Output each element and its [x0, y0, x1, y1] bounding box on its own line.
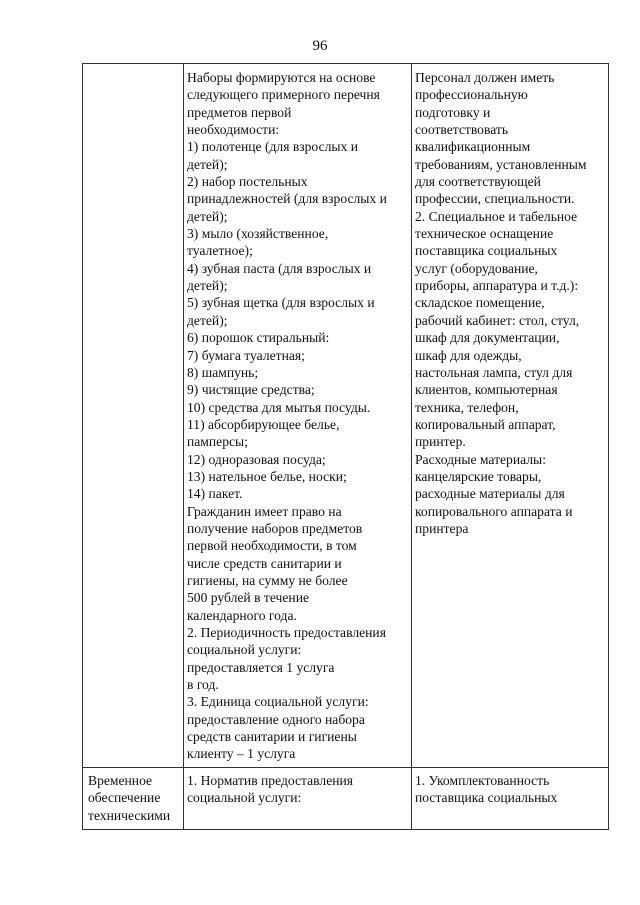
text-line: настольная лампа, стул для: [415, 364, 573, 380]
text-line: соответствовать: [415, 122, 509, 138]
column-divider: [411, 64, 412, 829]
text-line: 4) зубная паста (для взрослых и: [187, 260, 372, 276]
text-line: 14) пакет.: [187, 486, 243, 502]
row-2-conditions-cell: [415, 772, 607, 807]
text-line: числе средств санитарии и: [187, 555, 342, 571]
text-line: социальной услуги:: [187, 790, 302, 806]
text-line: детей);: [187, 156, 228, 172]
text-line: принтера: [415, 520, 469, 536]
text-line: 1) полотенце (для взрослых и: [187, 139, 358, 155]
text-line: рабочий кабинет: стол, стул,: [415, 312, 580, 328]
text-line: техника, телефон,: [415, 399, 519, 415]
text-line: Гражданин имеет право на: [187, 503, 342, 519]
text-line: канцелярские товары,: [415, 468, 542, 484]
text-line: Расходные материалы:: [415, 451, 546, 467]
column-divider: [183, 64, 184, 829]
row-2-standard-cell: [187, 772, 409, 807]
text-line: клиенту – 1 услуга: [187, 746, 296, 762]
text-line: поставщика социальных: [415, 243, 558, 259]
text-line: предоставляется 1 услуга: [187, 659, 335, 675]
text-line: 12) одноразовая посуда;: [187, 451, 326, 467]
text-line: профессии, специальности.: [415, 191, 575, 207]
text-line: предоставление одного набора: [187, 711, 365, 727]
text-line: 13) нательное белье, носки;: [187, 468, 347, 484]
text-line: складское помещение,: [415, 295, 545, 311]
row-2-name-cell: [88, 772, 180, 824]
text-line: 10) средства для мытья посуды.: [187, 399, 371, 415]
text-line: для соответствующей: [415, 174, 541, 190]
text-line: 2. Периодичность предоставления: [187, 625, 386, 640]
text-line: приборы, аппаратура и т.д.):: [415, 278, 579, 294]
text-line: следующего примерного перечня: [187, 87, 380, 103]
text-line: расходные материалы для: [415, 486, 565, 502]
text-line: требованиям, установленным: [415, 156, 587, 172]
text-line: 8) шампунь;: [187, 364, 259, 380]
text-line: 7) бумага туалетная;: [187, 347, 305, 363]
text-line: копировального аппарата и: [415, 503, 573, 519]
text-line: средств санитарии и гигиены: [187, 729, 357, 745]
text-line: обеспечение: [88, 790, 161, 806]
row-1-standard-cell: [187, 69, 409, 763]
text-line: услуг (оборудование,: [415, 260, 538, 276]
text-line: шкаф для одежды,: [415, 347, 522, 363]
text-line: техническое оснащение: [415, 226, 554, 242]
text-line: памперсы;: [187, 434, 248, 450]
text-line: гигиены, на сумму не более: [187, 572, 348, 588]
text-line: детей);: [187, 278, 228, 294]
text-line: 1. Норматив предоставления: [187, 773, 354, 788]
text-line: Наборы формируются на основе: [187, 70, 376, 85]
text-line: Персонал должен иметь: [415, 70, 555, 85]
text-line: техническими: [88, 807, 171, 823]
services-table: [82, 63, 609, 830]
text-line: 11) абсорбирующее белье,: [187, 416, 340, 432]
text-line: детей);: [187, 208, 228, 224]
text-line: календарного года.: [187, 607, 297, 623]
text-line: социальной услуги:: [187, 642, 302, 658]
row-1-conditions-cell: [415, 69, 607, 537]
text-line: первой необходимости, в том: [187, 538, 357, 554]
page-number: 96: [312, 38, 328, 54]
text-line: 5) зубная щетка (для взрослых и: [187, 295, 375, 311]
text-line: 500 рублей в течение: [187, 590, 309, 606]
text-line: 6) порошок стиральный:: [187, 330, 330, 346]
text-line: подготовку и: [415, 104, 491, 120]
text-line: профессиональную: [415, 87, 528, 103]
text-line: получение наборов предметов: [187, 520, 363, 536]
text-line: 9) чистящие средства;: [187, 382, 315, 398]
text-line: 3. Единица социальной услуги:: [187, 694, 369, 710]
text-line: в год.: [187, 677, 219, 693]
text-line: 2) набор постельных: [187, 174, 308, 190]
row-divider: [83, 767, 608, 768]
text-line: предметов первой: [187, 104, 292, 120]
text-line: принадлежностей (для взрослых и: [187, 191, 387, 207]
text-line: копировальный аппарат,: [415, 416, 556, 432]
text-line: принтер.: [415, 434, 466, 450]
text-line: клиентов, компьютерная: [415, 382, 558, 398]
text-line: необходимости:: [187, 122, 280, 138]
text-line: туалетное);: [187, 243, 253, 259]
text-line: Временное: [88, 773, 153, 788]
text-line: шкаф для документации,: [415, 330, 560, 346]
text-line: 1. Укомплектованность: [415, 773, 550, 788]
text-line: детей);: [187, 312, 228, 328]
text-line: 2. Специальное и табельное: [415, 208, 578, 224]
text-line: квалификационным: [415, 139, 531, 155]
text-line: 3) мыло (хозяйственное,: [187, 226, 329, 242]
text-line: поставщика социальных: [415, 790, 558, 806]
